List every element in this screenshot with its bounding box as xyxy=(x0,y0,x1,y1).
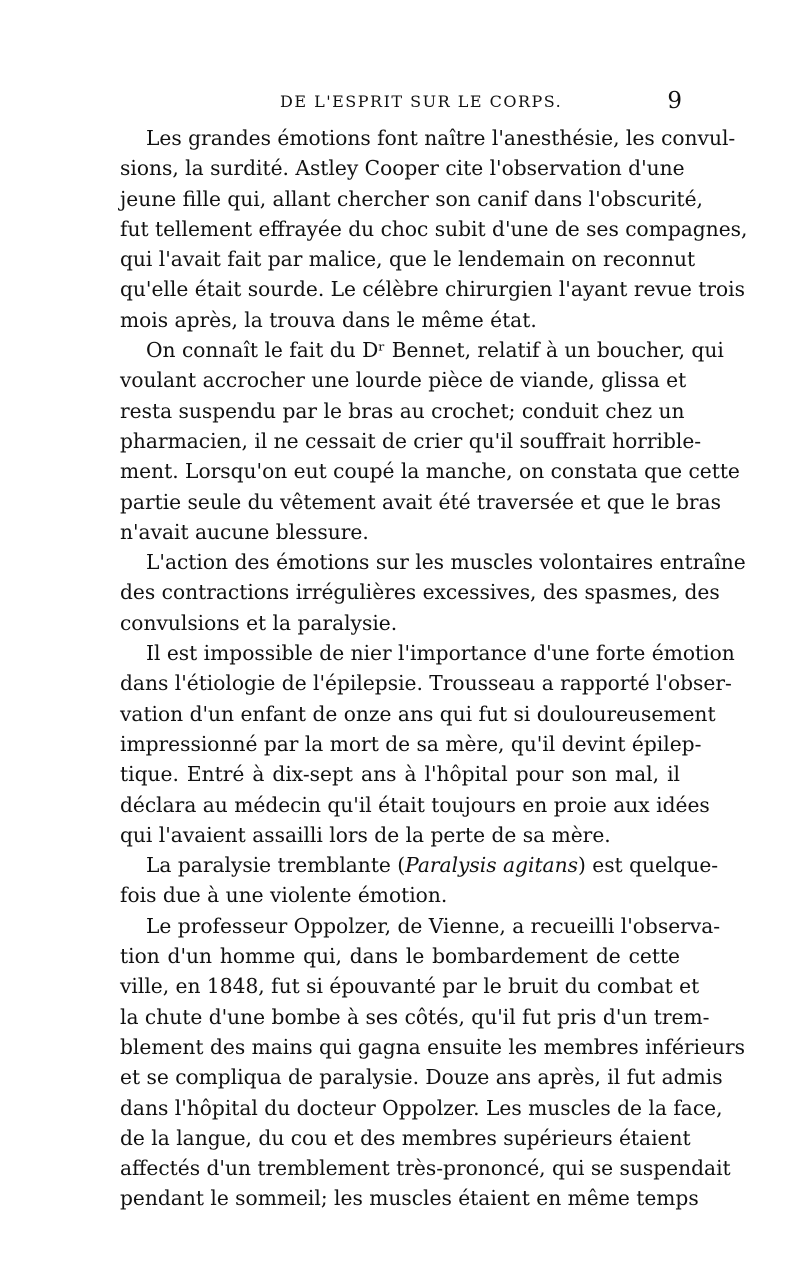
page-number: 9 xyxy=(667,88,682,114)
text-line: tique. Entré à dix-sept ans à l'hôpital pour son mal, il xyxy=(120,762,680,787)
text-line: resta suspendu par le bras au crochet; conduit chez un xyxy=(120,398,685,423)
text-line: n'avait aucune blessure. xyxy=(120,519,369,544)
text-line: et se compliqua de paralysie. Douze ans après, il fut admis xyxy=(120,1065,723,1090)
text-line: voulant accrocher une lourde pièce de viande, glissa et xyxy=(120,368,687,393)
running-title: DE L'ESPRIT SUR LE CORPS. xyxy=(280,92,563,111)
text-line: la chute d'une bombe à ses côtés, qu'il fut pris d'un trem- xyxy=(120,1004,710,1029)
text-line: blement des mains qui gagna ensuite les membres inférieurs xyxy=(120,1034,746,1059)
text-line: Le professeur Oppolzer, de Vienne, a recueilli l'observa- xyxy=(146,913,721,938)
text-line: convulsions et la paralysie. xyxy=(120,610,398,635)
text-line: fut tellement effrayée du choc subit d'une de ses compagnes, xyxy=(120,216,748,241)
text-line: pharmacien, il ne cessait de crier qu'il souffrait horrible- xyxy=(120,428,702,453)
text-line: affectés d'un tremblement très-prononcé, qui se suspendait xyxy=(120,1156,731,1181)
text-line: dans l'hôpital du docteur Oppolzer. Les muscles de la face, xyxy=(120,1095,723,1120)
text-line: sions, la surdité. Astley Cooper cite l'observation d'une xyxy=(120,156,685,181)
text-line: tion d'un homme qui, dans le bombardement de cette xyxy=(120,944,680,969)
text-line: des contractions irrégulières excessives, des spasmes, des xyxy=(120,580,720,605)
text-line: Il est impossible de nier l'importance d'une forte émotion xyxy=(146,641,735,666)
text-line: partie seule du vêtement avait été traversée et que le bras xyxy=(120,489,721,514)
text-line: jeune fille qui, allant chercher son canif dans l'obscurité, xyxy=(120,186,703,211)
text-line: impressionné par la mort de sa mère, qu'il devint épilep- xyxy=(120,731,702,756)
text-line xyxy=(120,850,719,880)
body-text xyxy=(120,123,748,1214)
text-line: vation d'un enfant de onze ans qui fut si douloureusement xyxy=(120,701,716,726)
text-line: de la langue, du cou et des membres supérieurs étaient xyxy=(120,1125,691,1150)
text-line: qu'elle était sourde. Le célèbre chirurgien l'ayant revue trois xyxy=(120,277,745,302)
text-line: Les grandes émotions font naître l'anesthésie, les convul- xyxy=(146,126,736,150)
text-line: qui l'avaient assailli lors de la perte de sa mère. xyxy=(120,822,611,847)
text-line: fois due à une violente émotion. xyxy=(120,883,448,908)
text-segment: La paralysie tremblante ( xyxy=(146,853,406,878)
text-line: ville, en 1848, fut si épouvanté par le bruit du combat et xyxy=(120,974,700,999)
running-head xyxy=(120,88,682,120)
text-segment: ) est quelque- xyxy=(577,853,719,878)
text-line: ment. Lorsqu'on eut coupé la manche, on constata que cette xyxy=(120,459,740,484)
text-line: pendant le sommeil; les muscles étaient en même temps xyxy=(120,1186,699,1211)
text-line: On connaît le fait du Dʳ Bennet, relatif à un boucher, qui xyxy=(146,338,724,363)
text-line: déclara au médecin qu'il était toujours en proie aux idées xyxy=(120,792,710,817)
text-line: dans l'étiologie de l'épilepsie. Trousseau a rapporté l'obser- xyxy=(120,671,732,696)
latin-term: Paralysis agitans xyxy=(405,853,578,878)
text-line: L'action des émotions sur les muscles volontaires entraîne xyxy=(146,550,746,575)
text-line: qui l'avait fait par malice, que le lendemain on reconnut xyxy=(120,247,696,272)
text-line: mois après, la trouva dans le même état. xyxy=(120,307,537,332)
